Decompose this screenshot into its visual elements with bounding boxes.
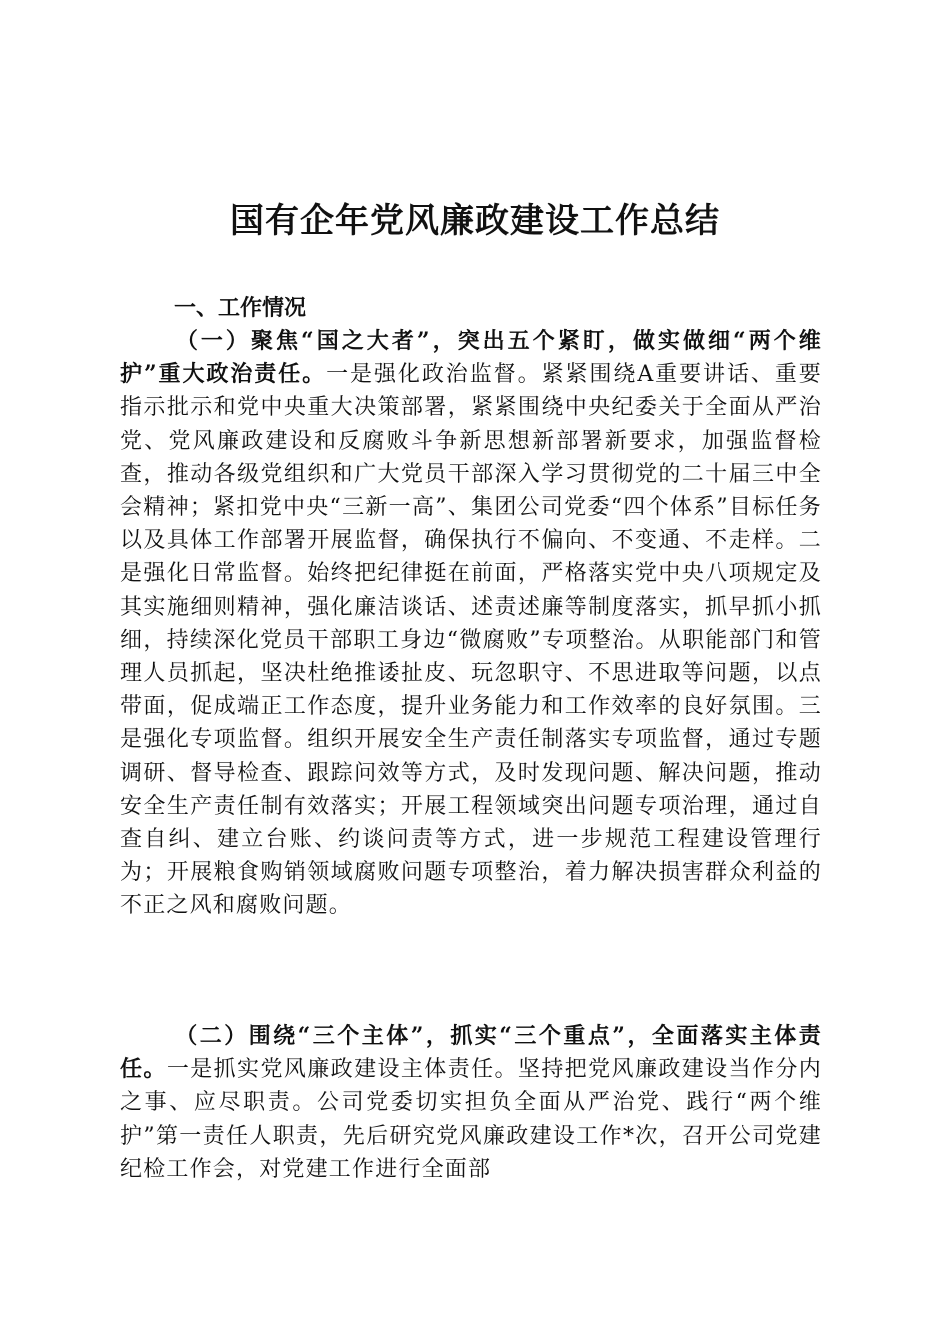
paragraph-1-lead: （一）聚焦“国之大者”，突出五个紧盯，做实做细“两个维护”重大政治责任。 bbox=[120, 328, 822, 388]
paragraph-1 bbox=[120, 325, 822, 923]
paragraph-2-lead: （二）围绕“三个主体”，抓实“三个重点”，全面落实主体责任。 bbox=[120, 1023, 822, 1083]
paragraph-1-body: 一是强化政治监督。紧紧围绕A重要讲话、重要指示批示和党中央重大决策部署，紧紧围绕中央纪委关于全面从严治党、党风廉政建设和反腐败斗争新思想新部署新要求，加强监督检查，推动各级党组织和广大党员干部深入学习贯彻党的二十届三中全会精神；紧扣党中央“三新一高”、集团公司党委“四个体系”目标任务以及具体工作部署开展监督，确保执行不偏向、不变通、不走样。二是强化日常监督。始终把纪律挺在前面，严格落实党中央八项规定及其实施细则精神，强化廉洁谈话、述责述廉等制度落实，抓早抓小抓细，持续深化党员干部职工身边“微腐败”专项整治。从职能部门和管理人员抓起，坚决杜绝推诿扯皮、玩忽职守、不思进取等问题，以点带面，促成端正工作态度，提升业务能力和工作效率的良好氛围。三是强化专项监督。组织开展安全生产责任制落实专项监督，通过专题调研、督导检查、跟踪问效等方式，及时发现问题、解决问题，推动安全生产责任制有效落实；开展工程领域突出问题专项治理，通过自查自纠、建立台账、约谈问责等方式，进一步规范工程建设管理行为；开展粮食购销领域腐败问题专项整治，着力解决损害群众利益的不正之风和腐败问题。 bbox=[120, 362, 822, 919]
paragraph-2-body: 一是抓实党风廉政建设主体责任。坚持把党风廉政建设当作分内之事、应尽职责。公司党委切实担负全面从严治党、践行“两个维护”第一责任人职责，先后研究党风廉政建设工作*次，召开公司党建纪检工作会，对党建工作进行全面部 bbox=[120, 1057, 823, 1182]
document-title: 国有企年党风廉政建设工作总结 bbox=[230, 201, 720, 241]
paragraph-2 bbox=[120, 1020, 822, 1186]
section-heading: 一、工作情况 bbox=[174, 296, 307, 321]
